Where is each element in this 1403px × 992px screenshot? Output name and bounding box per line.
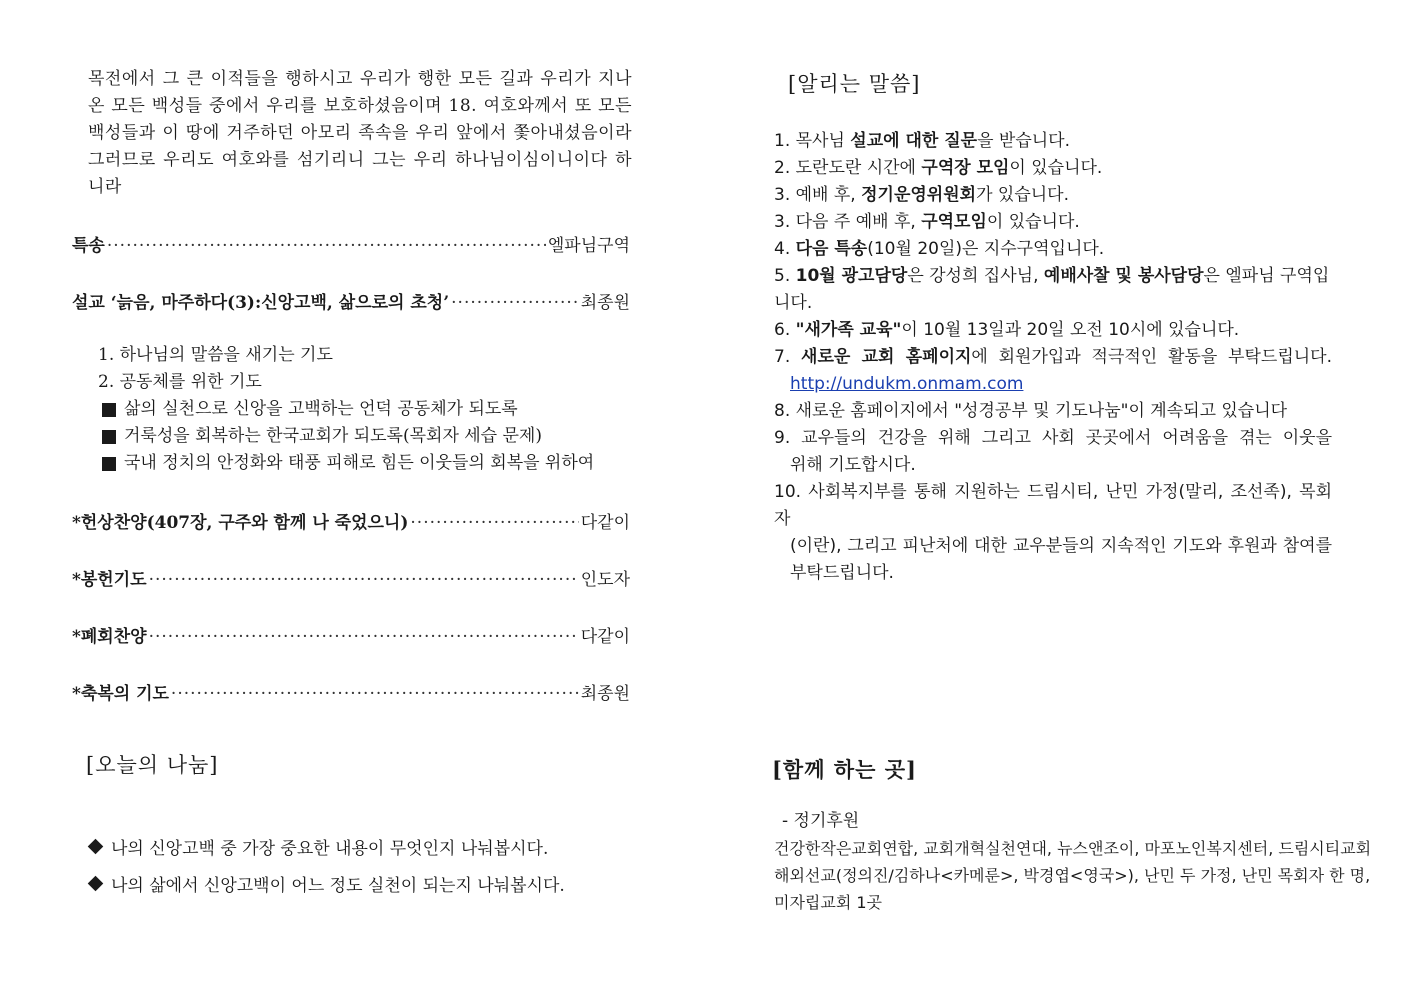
sharing-item-text: 나의 삶에서 신앙고백이 어느 정도 실천이 되는지 나눠봅시다. <box>111 876 565 896</box>
notice-item: 3. 예배 후, 정기운영위원회가 있습니다. <box>774 185 1069 205</box>
prayer-item: 2. 공동체를 위한 기도 <box>98 372 262 392</box>
together-title: [함께 하는 곳] <box>772 757 917 782</box>
order-offering-prayer <box>72 565 630 590</box>
prayer-bullet-text: 국내 정치의 안정화와 태풍 피해로 힘든 이웃들의 회복을 위하여 <box>124 453 595 473</box>
diamond-bullet-icon <box>88 839 104 855</box>
diamond-bullet-icon <box>88 876 104 892</box>
homepage-link[interactable]: http://undukm.onmam.com <box>790 374 1024 394</box>
prayer-bullet <box>102 396 594 423</box>
order-person: 인도자 <box>580 570 630 590</box>
prayer-list <box>98 342 594 477</box>
sharing-item-text: 나의 신앙고백 중 가장 중요한 내용이 무엇인지 나눠봅시다. <box>111 839 549 859</box>
order-person: 다같이 <box>580 627 630 647</box>
notice-item: 8. 새로운 홈페이지에서 "성경공부 및 기도나눔"이 계속되고 있습니다 <box>774 401 1288 421</box>
order-person: 다같이 <box>580 513 630 533</box>
order-benediction <box>72 679 630 704</box>
notice-item: 4. 다음 특송(10월 20일)은 지수구역입니다. <box>774 239 1105 259</box>
notice-item: 3. 다음 주 예배 후, 구역모임이 있습니다. <box>774 212 1080 232</box>
square-bullet-icon <box>102 457 116 471</box>
order-label: *축복의 기도 <box>72 684 169 704</box>
order-person: 최종원 <box>580 293 630 313</box>
prayer-bullet <box>102 450 594 477</box>
sharing-item <box>86 834 548 859</box>
order-label: 설교 ‘늙음, 마주하다(3):신앙고백, 삶으로의 초청’ <box>72 293 450 313</box>
prayer-item: 1. 하나님의 말씀을 새기는 기도 <box>98 345 333 365</box>
notices-list <box>774 128 1332 587</box>
scripture-passage: 목전에서 그 큰 이적들을 행하시고 우리가 행한 모든 길과 우리가 지나온 모든 백성들 중에서 우리를 보호하셨음이며 18. 여호와께서 또 모든 백성들과 이 땅에 거주하던 아모리 족속을 우리 앞에서 쫓아내셨음이라 그러므로 우리도 여호와를 섬기리니 그는 우리 하나님이심이니이다 하니라 <box>88 69 632 197</box>
notice-item: 1. 목사님 설교에 대한 질문을 받습니다. <box>774 131 1071 151</box>
notice-item: 10. 사회복지부를 통해 지원하는 드림시티, 난민 가정(말리, 조선족), 목회자 <box>774 482 1332 529</box>
sharing-title: [오늘의 나눔] <box>86 753 219 777</box>
sharing-item <box>86 871 565 896</box>
leader-dots <box>171 684 579 704</box>
order-sermon <box>72 288 630 313</box>
square-bullet-icon <box>102 403 116 417</box>
leader-dots <box>149 570 579 590</box>
support-line: 미자립교회 1곳 <box>774 893 883 912</box>
support-subtitle: - 정기후원 <box>782 811 860 831</box>
notice-item-cont: (이란), 그리고 피난처에 대한 교우분들의 지속적인 기도와 후원과 참여를 <box>790 536 1332 556</box>
leader-dots <box>107 236 546 256</box>
notice-item-link-line <box>774 371 1332 398</box>
order-label: *봉헌기도 <box>72 570 147 590</box>
order-label: *폐회찬양 <box>72 627 147 647</box>
support-line: 건강한작은교회연합, 교회개혁실천연대, 뉴스앤조이, 마포노인복지센터, 드림시티교회 <box>774 839 1372 858</box>
leader-dots <box>451 293 579 313</box>
support-list <box>774 808 1372 916</box>
leader-dots <box>149 627 579 647</box>
notice-item: 2. 도란도란 시간에 구역장 모임이 있습니다. <box>774 158 1103 178</box>
support-line: 해외선교(정의진/김하나<카메룬>, 박경엽<영국>), 난민 두 가정, 난민 목회자 한 명, <box>774 866 1371 885</box>
prayer-bullet-text: 거룩성을 회복하는 한국교회가 되도록(목회자 세습 문제) <box>124 426 542 446</box>
order-label: *헌상찬양(407장, 구주와 함께 나 죽었으니) <box>72 513 409 533</box>
notices-title: [알리는 말씀] <box>788 72 921 96</box>
order-special-song <box>72 231 630 256</box>
notice-item-cont: 부탁드립니다. <box>790 563 894 583</box>
notice-item: 5. 10월 광고담당은 강성희 집사님, 예배사찰 및 봉사담당은 엘파님 구역입니다. <box>774 266 1330 313</box>
order-person: 엘파님구역 <box>547 236 630 256</box>
prayer-bullet-text: 삶의 실천으로 신앙을 고백하는 언덕 공동체가 되도록 <box>124 399 518 419</box>
prayer-bullet <box>102 423 594 450</box>
notice-item: 7. 새로운 교회 홈페이지에 회원가입과 적극적인 활동을 부탁드립니다. <box>774 347 1332 367</box>
notice-item-cont: 위해 기도합시다. <box>790 455 916 475</box>
square-bullet-icon <box>102 430 116 444</box>
leader-dots <box>410 513 578 533</box>
notice-item: 9. 교우들의 건강을 위해 그리고 사회 곳곳에서 어려움을 겪는 이웃을 <box>774 428 1332 448</box>
notice-item: 6. "새가족 교육"이 10월 13일과 20일 오전 10시에 있습니다. <box>774 320 1240 340</box>
order-closing-hymn <box>72 622 630 647</box>
order-offering-hymn <box>72 508 630 533</box>
order-person: 최종원 <box>580 684 630 704</box>
order-label: 특송 <box>72 236 105 256</box>
